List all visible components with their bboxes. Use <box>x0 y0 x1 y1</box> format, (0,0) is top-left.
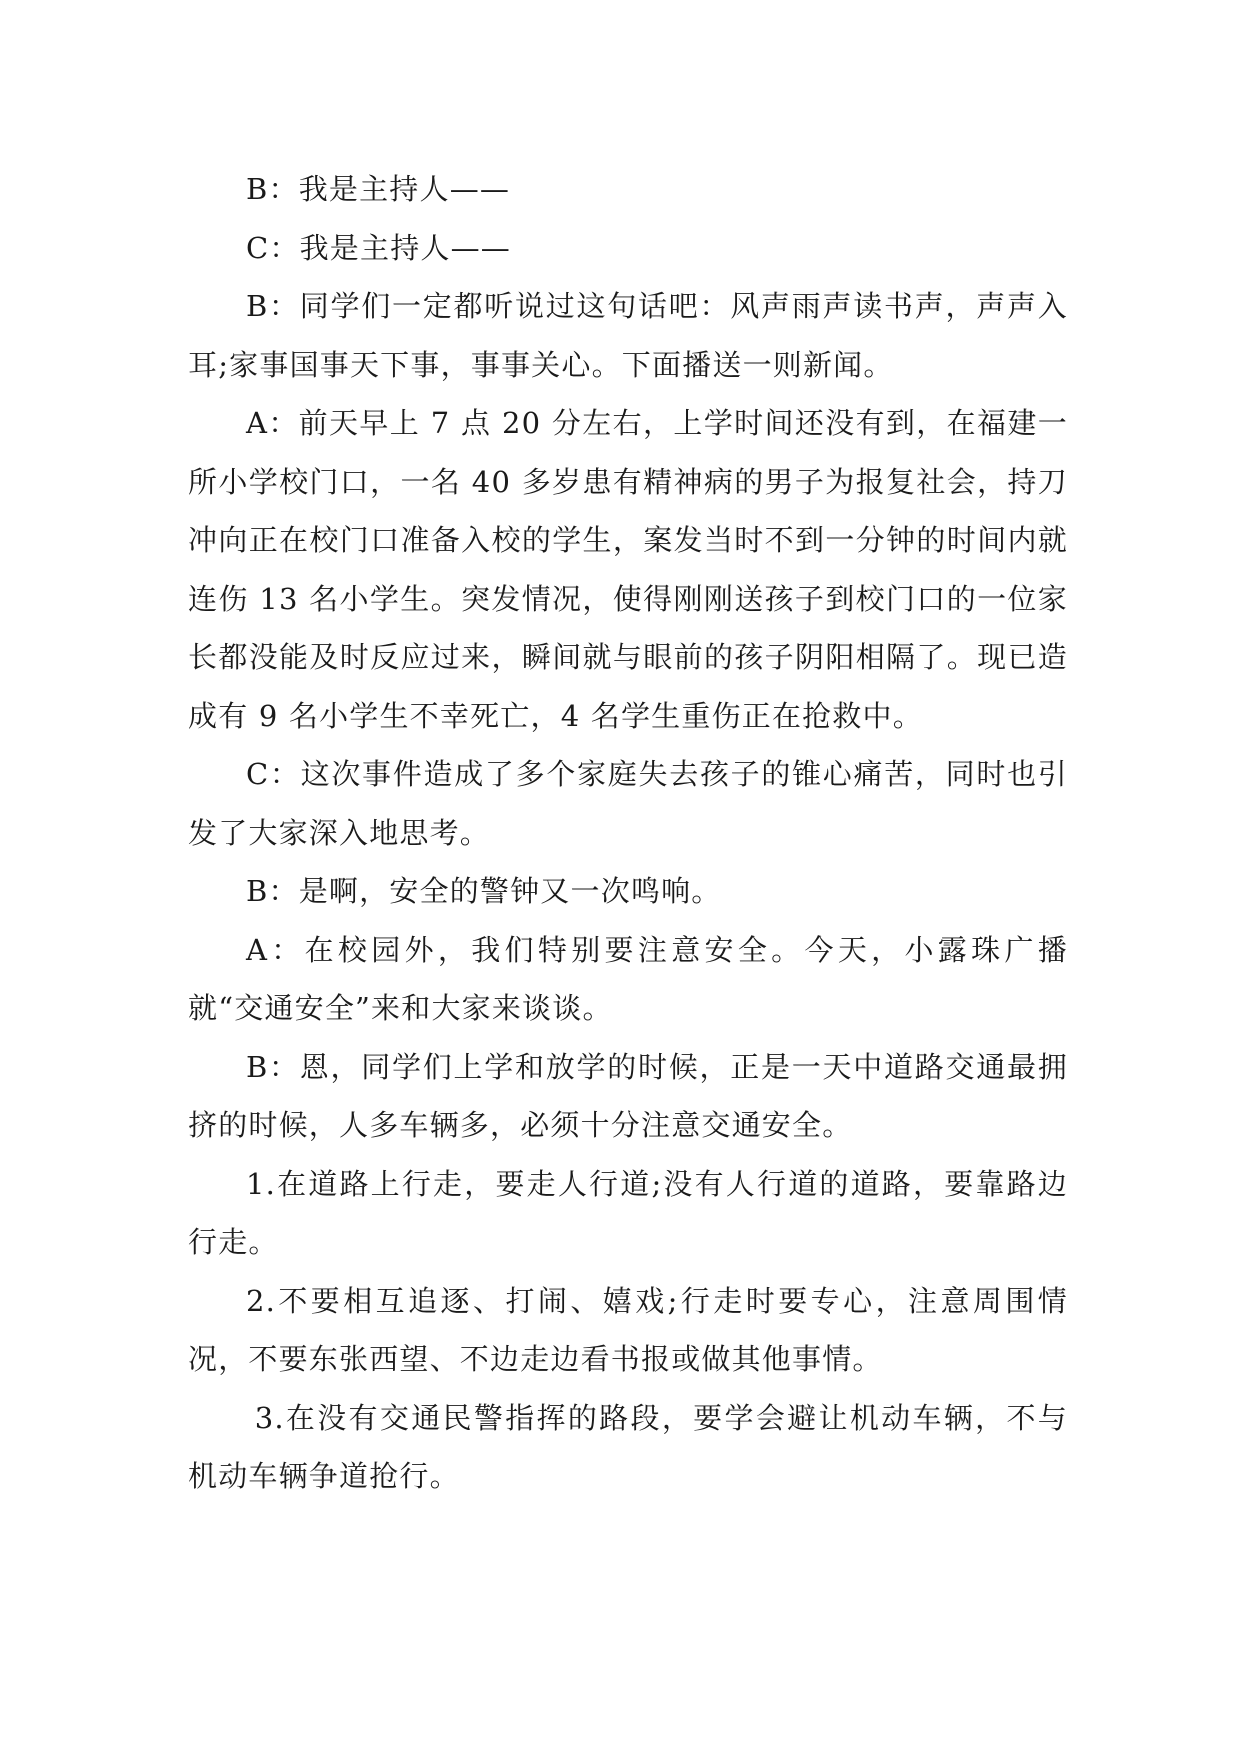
paragraph-news-report: A：前天早上 7 点 20 分左右，上学时间还没有到，在福建一所小学校门口，一名 40 多岁患有精神病的男子为报复社会，持刀冲向正在校门口准备入校的学生，案发当时不到一分钟的时间内就连伤 13 名小学生。突发情况，使得刚刚送孩子到校门口的一位家长都没能及时反应过来，瞬间就与眼前的孩子阴阳相隔了。现已造成有 9 名小学生不幸死亡，4 名学生重伤正在抢救中。 <box>188 406 1068 733</box>
paragraph-news-intro: B：同学们一定都听说过这句话吧：风声雨声读书声，声声入耳;家事国事天下事，事事关心。下面播送一则新闻。 <box>188 289 1068 382</box>
document-page <box>188 160 1068 1506</box>
paragraph-traffic-warning: B：恩，同学们上学和放学的时候，正是一天中道路交通最拥挤的时候，人多车辆多，必须十分注意交通安全。 <box>188 1049 1068 1142</box>
paragraph-topic-intro: A：在校园外，我们特别要注意安全。今天，小露珠广播就“交通安全”来和大家来谈谈。 <box>188 932 1068 1025</box>
paragraph-host-c-intro: C：我是主持人—— <box>246 230 511 265</box>
paragraph-alarm: B：是啊，安全的警钟又一次鸣响。 <box>246 874 722 908</box>
paragraph-rule-2: 2.不要相互追逐、打闹、嬉戏;行走时要专心，注意周围情况，不要东张西望、不边走边看书报或做其他事情。 <box>188 1283 1068 1376</box>
paragraph-rule-3: 3.在没有交通民警指挥的路段，要学会避让机动车辆，不与机动车辆争道抢行。 <box>188 1400 1068 1493</box>
paragraph-reflection: C：这次事件造成了多个家庭失去孩子的锥心痛苦，同时也引发了大家深入地思考。 <box>188 757 1068 850</box>
paragraph-rule-1: 1.在道路上行走，要走人行道;没有人行道的道路，要靠路边行走。 <box>188 1166 1068 1259</box>
paragraph-host-b-intro: B：我是主持人—— <box>246 172 511 206</box>
